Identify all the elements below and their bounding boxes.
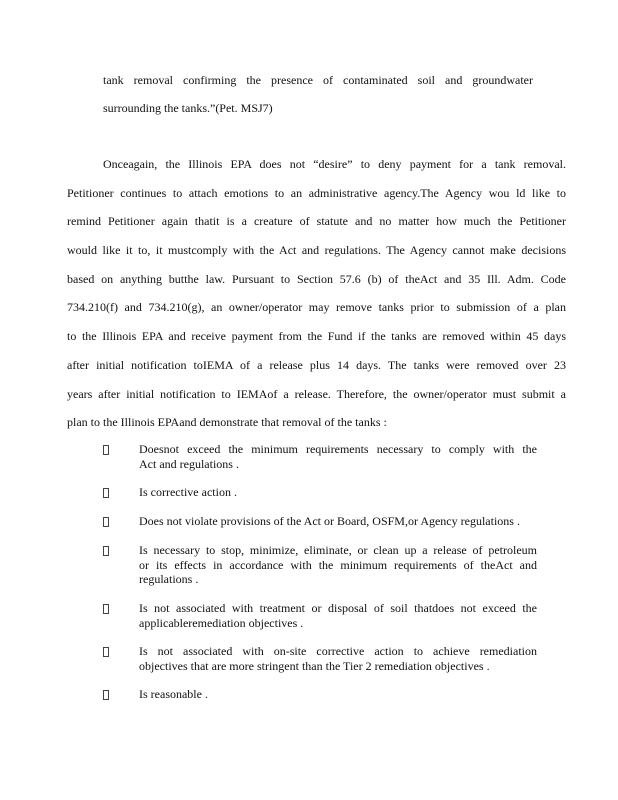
criteria-line: applicableremediation objectives . bbox=[139, 615, 304, 630]
bullet-icon bbox=[101, 689, 110, 700]
paragraph-line: to the Illinois EPA and receive payment from the Fund if the tanks are removed within 45 days bbox=[67, 329, 566, 344]
bullet-icon bbox=[101, 545, 110, 556]
criteria-line: Is not associated with on-site corrective action to achieve remediation bbox=[139, 644, 537, 658]
criteria-line: Is not associated with treatment or disposal of soil thatdoes not exceed the bbox=[139, 601, 537, 615]
paragraph-line: plan to the Illinois EPAand demonstrate that removal of the tanks : bbox=[67, 415, 387, 430]
criteria-item-text bbox=[139, 442, 537, 471]
bullet-icon bbox=[101, 444, 110, 455]
paragraph-line: years after initial notification to IEMAof a release. Therefore, the owner/operator must submit a bbox=[67, 386, 566, 401]
paragraph-line: would like it to, it mustcomply with the Act and regulations. The Agency cannot make decisions bbox=[67, 243, 566, 258]
criteria-line: Is corrective action . bbox=[139, 485, 237, 499]
bullet-icon bbox=[101, 603, 110, 614]
bullet-icon bbox=[101, 516, 110, 527]
criteria-item-text bbox=[139, 644, 537, 673]
criteria-line: Is necessary to stop, minimize, eliminate, or clean up a release of petroleum bbox=[139, 543, 537, 557]
criteria-line: Act and regulations . bbox=[139, 456, 239, 471]
paragraph-line: 734.210(f) and 734.210(g), an owner/operator may remove tanks prior to submission of a plan bbox=[67, 300, 566, 315]
paragraph-line: based on anything butthe law. Pursuant to Section 57.6 (b) of theAct and 35 Ill. Adm. Code bbox=[67, 271, 566, 286]
criteria-item-text bbox=[139, 514, 537, 529]
quote-line: tank removal confirming the presence of contaminated soil and groundwater bbox=[103, 73, 533, 87]
criteria-line: regulations . bbox=[139, 572, 199, 586]
quote-line: surrounding the tanks.”(Pet. MSJ7) bbox=[103, 101, 273, 115]
criteria-line: Is reasonable . bbox=[139, 687, 208, 701]
bullet-icon bbox=[101, 487, 110, 498]
criteria-item-text bbox=[139, 601, 537, 630]
criteria-line: or its effects in accordance with the minimum requirements of theAct and bbox=[139, 557, 537, 572]
paragraph-line: remind Petitioner again thatit is a creature of statute and no matter how much the Petitioner bbox=[67, 214, 566, 229]
criteria-item-text bbox=[139, 687, 537, 702]
paragraph-line: Onceagain, the Illinois EPA does not “desire” to deny payment for a tank removal. bbox=[103, 157, 566, 171]
criteria-item-text bbox=[139, 485, 537, 500]
criteria-item-text bbox=[139, 543, 537, 587]
criteria-line: objectives that are more stringent than the Tier 2 remediation objectives . bbox=[139, 658, 490, 673]
paragraph-line: after initial notification toIEMA of a release plus 14 days. The tanks were removed over 23 bbox=[67, 357, 566, 372]
bullet-icon bbox=[101, 646, 110, 657]
criteria-line: Does not violate provisions of the Act or Board, OSFM,or Agency regulations . bbox=[139, 514, 520, 528]
paragraph-line: Petitioner continues to attach emotions to an administrative agency.The Agency wou ld like to bbox=[67, 185, 566, 200]
criteria-line: Doesnot exceed the minimum requirements necessary to comply with the bbox=[139, 442, 537, 456]
